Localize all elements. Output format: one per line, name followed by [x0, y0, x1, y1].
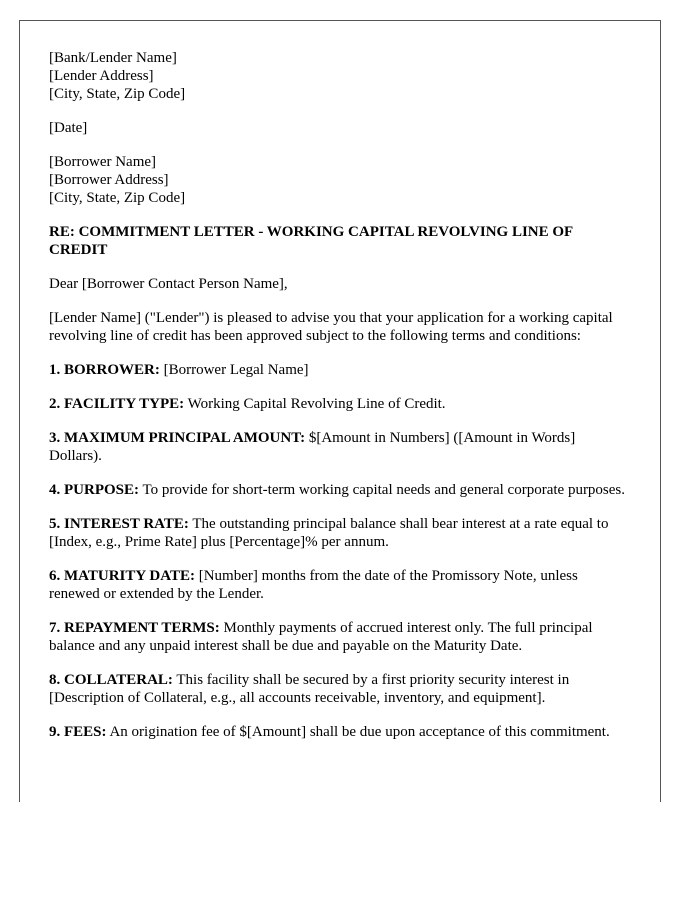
- term-label: 8. COLLATERAL:: [49, 672, 173, 688]
- letter-page: [19, 20, 661, 802]
- subject-line: RE: COMMITMENT LETTER - WORKING CAPITAL REVOLVING LINE OF CREDIT: [49, 224, 573, 258]
- term-text: $[Amount in Numbers] ([Amount in Words] Dollars).: [49, 430, 576, 464]
- term-facility-type: [49, 395, 627, 413]
- lender-name: [Bank/Lender Name]: [49, 50, 177, 66]
- term-text: Working Capital Revolving Line of Credit.: [187, 396, 446, 412]
- term-label: 7. REPAYMENT TERMS:: [49, 620, 220, 636]
- term-text: [Borrower Legal Name]: [163, 362, 309, 378]
- term-label: 5. INTEREST RATE:: [49, 516, 189, 532]
- term-label: 9. FEES:: [49, 724, 107, 740]
- term-label: 6. MATURITY DATE:: [49, 568, 195, 584]
- lender-city: [City, State, Zip Code]: [49, 86, 186, 102]
- letter-date: [Date]: [49, 120, 88, 136]
- term-label: 2. FACILITY TYPE:: [49, 396, 185, 412]
- letter-content: [49, 49, 627, 757]
- lender-address: [Lender Address]: [49, 68, 154, 84]
- term-fees: [49, 723, 627, 741]
- term-label: 1. BORROWER:: [49, 362, 160, 378]
- borrower-address-block: [49, 153, 627, 207]
- borrower-city: [City, State, Zip Code]: [49, 190, 186, 206]
- term-maturity-date: [49, 567, 627, 603]
- term-label: 4. PURPOSE:: [49, 482, 139, 498]
- term-maximum-principal-amount: [49, 429, 627, 465]
- term-collateral: [49, 671, 627, 707]
- term-purpose: [49, 481, 627, 499]
- intro-paragraph: [Lender Name] ("Lender") is pleased to advise you that your application for a working capital revolving line of credit has been approved subject to the following terms and conditions:: [49, 310, 613, 344]
- salutation: Dear [Borrower Contact Person Name],: [49, 276, 288, 292]
- term-text: An origination fee of $[Amount] shall be due upon acceptance of this commitment.: [109, 724, 610, 740]
- date-block: [49, 119, 627, 137]
- term-text: This facility shall be secured by a first priority security interest in [Description of Collateral, e.g., all accounts receivable, inventory, and equipment].: [49, 672, 570, 706]
- term-interest-rate: [49, 515, 627, 551]
- term-repayment-terms: [49, 619, 627, 655]
- term-text: The outstanding principal balance shall bear interest at a rate equal to [Index, e.g., Prime Rate] plus [Percentage]% per annum.: [49, 516, 609, 550]
- term-label: 3. MAXIMUM PRINCIPAL AMOUNT:: [49, 430, 306, 446]
- term-text: Monthly payments of accrued interest only. The full principal balance and any unpaid interest shall be due and payable on the Maturity Date.: [49, 620, 593, 654]
- lender-address-block: [49, 49, 627, 103]
- term-borrower: [49, 361, 627, 379]
- term-text: [Number] months from the date of the Promissory Note, unless renewed or extended by the Lender.: [49, 568, 578, 602]
- term-text: To provide for short-term working capital needs and general corporate purposes.: [142, 482, 626, 498]
- borrower-name: [Borrower Name]: [49, 154, 157, 170]
- borrower-address: [Borrower Address]: [49, 172, 169, 188]
